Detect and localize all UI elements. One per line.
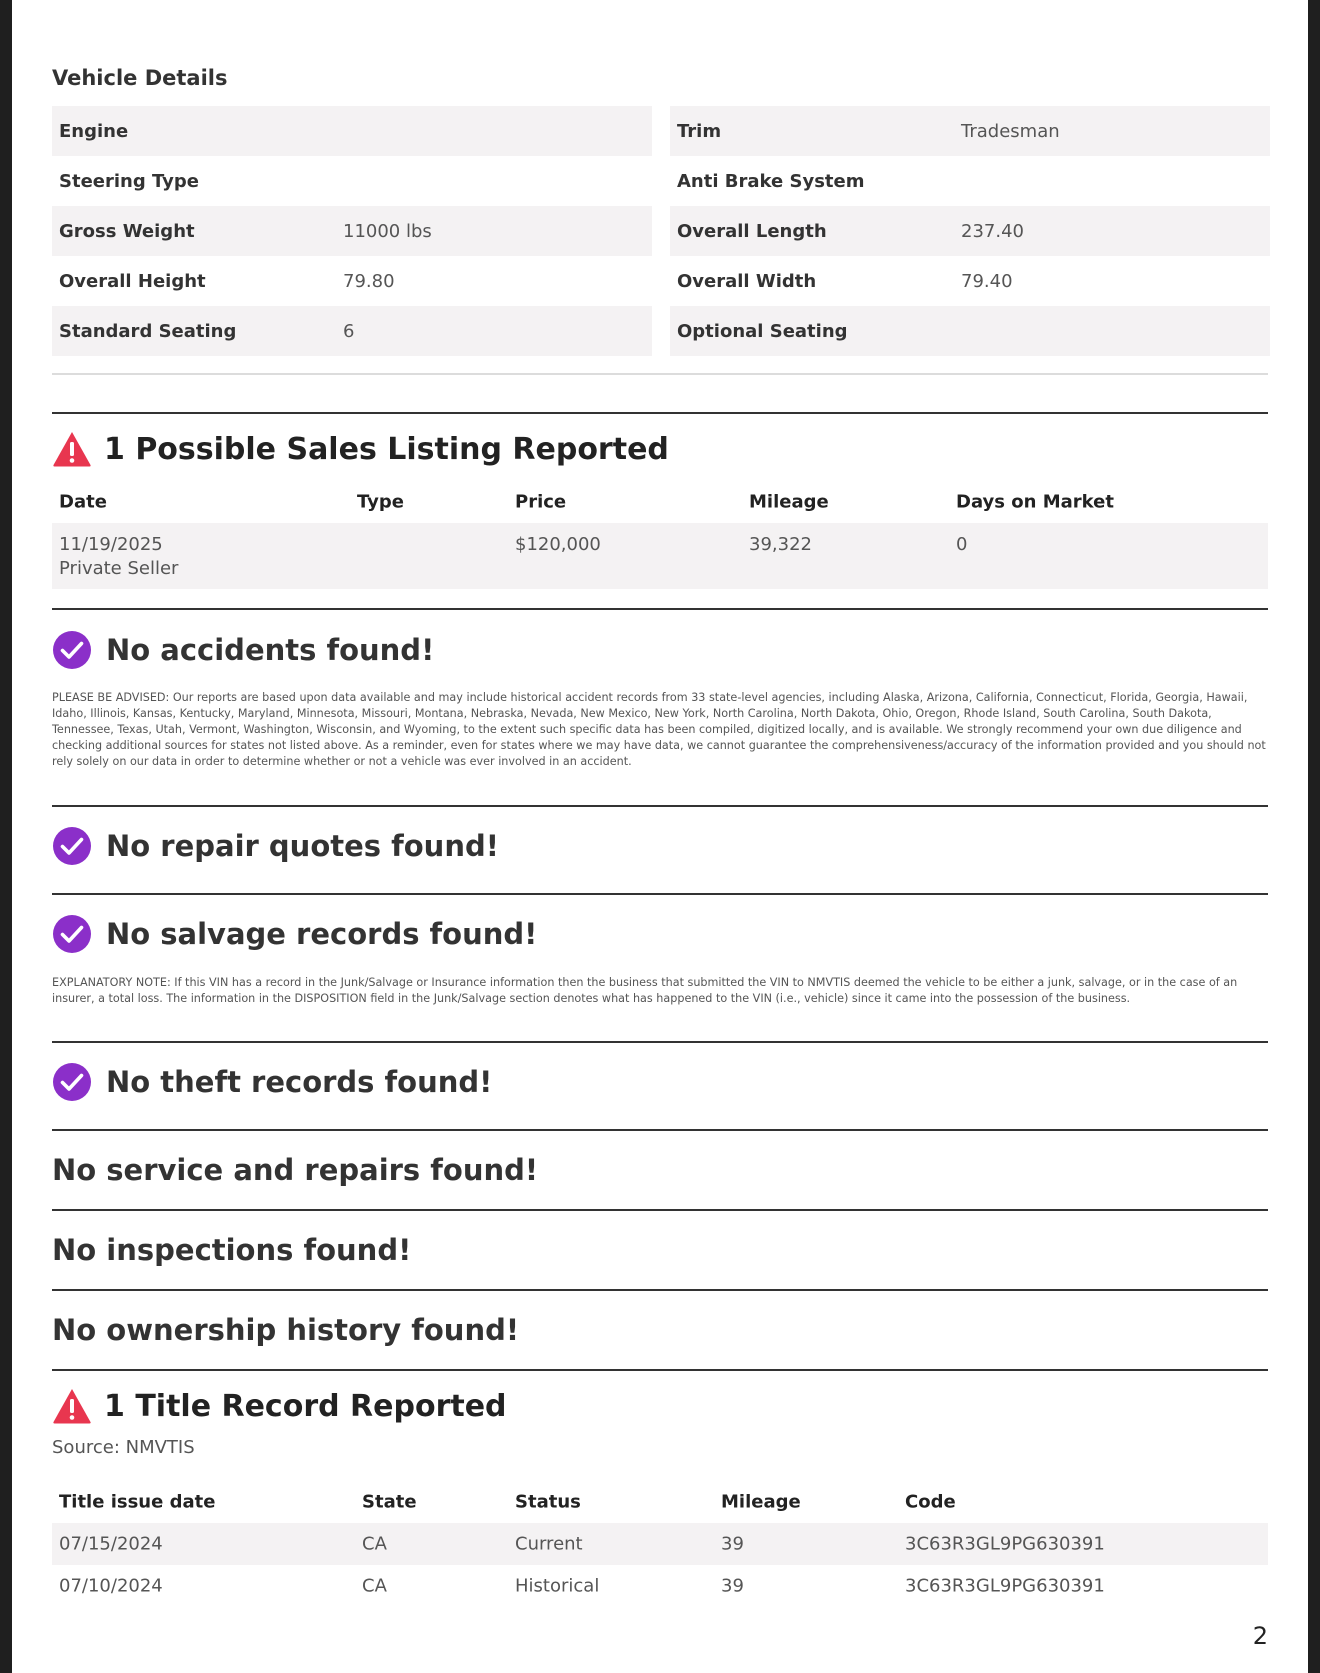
detail-row [670, 206, 1270, 256]
sale-price: $120,000 [515, 534, 601, 555]
repair-quotes-title: No repair quotes found! [106, 829, 499, 863]
title-table-header [52, 1482, 1268, 1522]
detail-row [52, 256, 652, 306]
title-mileage: 39 [721, 1533, 744, 1555]
vehicle-details-left-column [52, 106, 652, 356]
title-table-row [52, 1565, 1268, 1607]
column-header-state: State [362, 1491, 417, 1513]
detail-value: 79.80 [343, 270, 395, 292]
column-header-title-issue-date: Title issue date [59, 1491, 216, 1513]
detail-label: Trim [677, 120, 722, 142]
divider [52, 1289, 1268, 1291]
title-issue-date: 07/15/2024 [59, 1533, 163, 1555]
check-circle-icon [52, 630, 92, 670]
divider [52, 1369, 1268, 1371]
salvage-heading [52, 914, 537, 954]
title-mileage: 39 [721, 1575, 744, 1597]
detail-row [52, 306, 652, 356]
detail-row [52, 156, 652, 206]
column-header-code: Code [905, 1491, 956, 1513]
sale-date: 11/19/2025 [59, 534, 163, 555]
detail-row [670, 156, 1270, 206]
service-title: No service and repairs found! [52, 1153, 539, 1187]
section-title-vehicle-details: Vehicle Details [52, 66, 228, 90]
title-record-heading [52, 1387, 507, 1425]
column-header-date: Date [59, 491, 107, 513]
inspections-heading [52, 1233, 411, 1267]
sales-table-row [52, 523, 1268, 589]
divider [52, 412, 1268, 414]
check-circle-icon [52, 1062, 92, 1102]
title-issue-date: 07/10/2024 [59, 1575, 163, 1597]
detail-value: 11000 lbs [343, 220, 432, 242]
title-state: CA [362, 1533, 387, 1555]
divider [52, 805, 1268, 807]
title-record-source: Source: NMVTIS [52, 1437, 195, 1458]
accidents-title: No accidents found! [106, 633, 435, 667]
check-circle-icon [52, 826, 92, 866]
detail-label: Gross Weight [59, 220, 195, 242]
column-header-days-on-market: Days on Market [956, 491, 1114, 513]
accidents-heading [52, 630, 434, 670]
title-table-row [52, 1523, 1268, 1565]
detail-label: Optional Seating [677, 320, 848, 342]
salvage-title: No salvage records found! [106, 917, 538, 951]
title-status: Historical [515, 1575, 600, 1597]
column-header-mileage: Mileage [749, 491, 829, 513]
theft-heading [52, 1062, 492, 1102]
warning-icon [52, 430, 92, 468]
detail-row [52, 106, 652, 156]
detail-value: Tradesman [961, 120, 1060, 142]
sale-mileage: 39,322 [749, 534, 812, 555]
divider [52, 1041, 1268, 1043]
title-state: CA [362, 1575, 387, 1597]
divider [52, 1129, 1268, 1131]
detail-value: 237.40 [961, 220, 1024, 242]
title-code: 3C63R3GL9PG630391 [905, 1533, 1105, 1555]
detail-row [670, 306, 1270, 356]
detail-row [670, 106, 1270, 156]
detail-value: 79.40 [961, 270, 1013, 292]
warning-icon [52, 1387, 92, 1425]
report-page [12, 0, 1308, 1673]
column-header-status: Status [515, 1491, 581, 1513]
accidents-disclaimer: PLEASE BE ADVISED: Our reports are based upon data available and may include historical accident records from 33 state-level agencies, including Alaska, Arizona, California, Connecticut, Florida, Georgia, Hawaii, Idaho, Illinois, Kansas, Kentucky, Maryland, Minnesota, Missouri, Montana, Nebraska, Nevada, New Mexico, New York, North Carolina, North Dakota, Ohio, Oregon, Rhode Island, South Carolina, South Dakota, Tennessee, Texas, Utah, Vermont, Washington, Wisconsin, and Wyoming, to the extent such specific data has been compiled, digitized locally, and is available. We strongly recommend your own due diligence and checking additional sources for states not listed above. As a reminder, even for states where we may have data, we cannot guarantee the comprehensiveness/accuracy of the information provided and you should not rely solely on our data in order to determine whether or not a vehicle was ever involved in an accident. [52, 691, 1266, 768]
detail-label: Standard Seating [59, 320, 237, 342]
vehicle-details-right-column [670, 106, 1270, 356]
detail-value: 6 [343, 320, 355, 342]
detail-label: Overall Length [677, 220, 827, 242]
detail-row [52, 206, 652, 256]
detail-label: Steering Type [59, 170, 199, 192]
sales-listing-title: 1 Possible Sales Listing Reported [104, 431, 669, 467]
check-circle-icon [52, 914, 92, 954]
divider [52, 373, 1268, 375]
detail-label: Overall Width [677, 270, 817, 292]
sale-days-on-market: 0 [956, 534, 968, 555]
detail-label: Engine [59, 120, 129, 142]
divider [52, 608, 1268, 610]
column-header-type: Type [357, 491, 404, 513]
service-heading [52, 1153, 538, 1187]
sales-listing-heading [52, 430, 669, 468]
page-number: 2 [1252, 1622, 1268, 1650]
title-record-title: 1 Title Record Reported [104, 1388, 507, 1424]
ownership-title: No ownership history found! [52, 1313, 520, 1347]
title-code: 3C63R3GL9PG630391 [905, 1575, 1105, 1597]
inspections-title: No inspections found! [52, 1233, 412, 1267]
detail-label: Anti Brake System [677, 170, 865, 192]
detail-row [670, 256, 1270, 306]
divider [52, 893, 1268, 895]
sale-date-cell [59, 533, 178, 581]
column-header-price: Price [515, 491, 567, 513]
detail-label: Overall Height [59, 270, 206, 292]
repair-quotes-heading [52, 826, 499, 866]
title-status: Current [515, 1533, 583, 1555]
divider [52, 1209, 1268, 1211]
ownership-heading [52, 1313, 519, 1347]
theft-title: No theft records found! [106, 1065, 493, 1099]
salvage-explanatory-note: EXPLANATORY NOTE: If this VIN has a record in the Junk/Salvage or Insurance information then the business that submitted the VIN to NMVTIS deemed the vehicle to be either a junk, salvage, or in the case of an insurer, a total loss. The information in the DISPOSITION field in the Junk/Salvage section denotes what has happened to the VIN (i.e., vehicle) since it came into the possession of the business. [52, 976, 1238, 1005]
seller-type: Private Seller [59, 558, 179, 579]
sales-table-header [52, 482, 1268, 522]
column-header-mileage: Mileage [721, 1491, 801, 1513]
